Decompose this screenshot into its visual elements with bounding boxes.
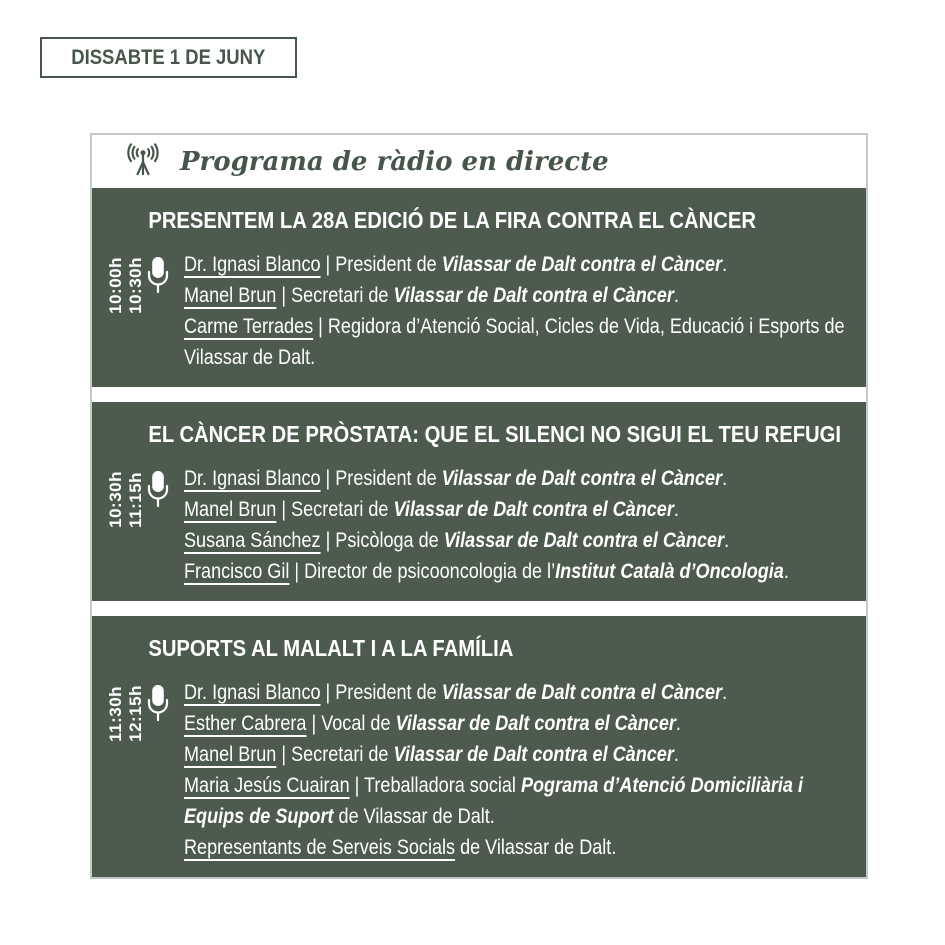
separator: | (349, 774, 365, 797)
speaker-role-suffix: . (783, 560, 789, 583)
speaker-role: Psicòloga de (335, 529, 444, 552)
session-title: PRESENTEM LA 28A EDICIÓ DE LA FIRA CONTRA EL CÀNCER (148, 207, 756, 233)
separator: | (320, 467, 336, 490)
program-title: Programa de ràdio en directe (180, 146, 609, 177)
speaker-role-suffix: . (722, 681, 728, 704)
speaker-list (184, 463, 857, 587)
separator: | (276, 743, 292, 766)
date-label: DISSABTE 1 DE JUNY (71, 45, 266, 69)
separator: | (313, 315, 328, 338)
time-end: 12:15h (126, 685, 145, 742)
speaker-organization: Vilassar de Dalt contra el Càncer (393, 743, 674, 766)
speaker-name: Manel Brun (184, 498, 277, 521)
speaker-role-suffix: . (673, 284, 679, 307)
speaker-list (184, 249, 857, 373)
speaker-name: Dr. Ignasi Blanco (184, 681, 321, 704)
time-rail (92, 677, 184, 863)
speaker-line (184, 832, 857, 863)
speaker-name: Maria Jesús Cuairan (184, 774, 350, 797)
speaker-organization: Vilassar de Dalt contra el Càncer (441, 253, 723, 276)
speaker-role: Treballadora social (364, 774, 521, 797)
speaker-name: Manel Brun (184, 284, 277, 307)
speaker-role: Secretari de (291, 743, 394, 766)
speaker-name: Francisco Gil (184, 560, 290, 583)
program-header (92, 135, 866, 188)
microphone-icon (146, 255, 170, 306)
speaker-role: President de (335, 253, 442, 276)
session-block (92, 402, 866, 601)
speaker-name: Carme Terrades (184, 315, 314, 338)
separator: | (320, 529, 336, 552)
separator: | (320, 681, 336, 704)
microphone-icon (146, 469, 170, 520)
session-times (106, 257, 146, 314)
speaker-line (184, 525, 857, 556)
speaker-role-suffix: . (722, 253, 728, 276)
speaker-line (184, 463, 857, 494)
time-end: 11:15h (126, 471, 145, 528)
speaker-organization: Vilassar de Dalt contra el Càncer (393, 498, 674, 521)
speaker-name: Esther Cabrera (184, 712, 307, 735)
speaker-line (184, 708, 857, 739)
speaker-organization: Vilassar de Dalt contra el Càncer (441, 467, 723, 490)
separator: | (276, 284, 292, 307)
speaker-organization: Pograma d’Atenció Domiciliària i Equips de Suport (184, 774, 803, 828)
speaker-role-suffix: de Vilassar de Dalt. (333, 805, 495, 828)
speaker-organization: Institut Català d’Oncologia (555, 560, 784, 583)
session-block (92, 616, 866, 877)
speaker-role: Secretari de (291, 284, 394, 307)
speaker-name: Representants de Serveis Socials (184, 836, 456, 859)
speaker-role-suffix: . (724, 529, 730, 552)
speaker-name: Dr. Ignasi Blanco (184, 467, 321, 490)
sessions (92, 188, 866, 877)
speaker-name: Manel Brun (184, 743, 277, 766)
program-card (90, 133, 868, 879)
speaker-name: Dr. Ignasi Blanco (184, 253, 321, 276)
session-title: EL CÀNCER DE PRÒSTATA: QUE EL SILENCI NO SIGUI EL TEU REFUGI (148, 421, 842, 447)
speaker-organization: Vilassar de Dalt contra el Càncer (441, 681, 723, 704)
speaker-line (184, 249, 857, 280)
session-times (106, 685, 146, 742)
session-body (92, 459, 866, 587)
speaker-line (184, 494, 857, 525)
speaker-list (184, 677, 857, 863)
session-body (92, 673, 866, 863)
date-badge (40, 37, 297, 78)
speaker-role: Vocal de (321, 712, 396, 735)
speaker-role: de Vilassar de Dalt. (455, 836, 617, 859)
time-end: 10:30h (126, 257, 145, 314)
separator: | (276, 498, 292, 521)
speaker-line (184, 311, 857, 373)
time-start: 10:00h (106, 257, 125, 314)
speaker-organization: Vilassar de Dalt contra el Càncer (443, 529, 725, 552)
speaker-role: President de (335, 467, 442, 490)
microphone-icon (146, 683, 170, 734)
speaker-role: Secretari de (291, 498, 394, 521)
speaker-line (184, 677, 857, 708)
time-rail (92, 249, 184, 373)
speaker-organization: Vilassar de Dalt contra el Càncer (395, 712, 676, 735)
time-rail (92, 463, 184, 587)
speaker-role: Director de psicooncologia de l’ (304, 560, 556, 583)
broadcast-antenna-icon (120, 142, 166, 181)
separator: | (289, 560, 305, 583)
speaker-line (184, 739, 857, 770)
time-start: 10:30h (106, 471, 125, 528)
speaker-role-suffix: . (722, 467, 728, 490)
speaker-role: Regidora d’Atenció Social, Cicles de Vida, Educació i Esports de Vilassar de Dalt. (184, 315, 845, 369)
session-body (92, 245, 866, 373)
separator: | (306, 712, 322, 735)
time-start: 11:30h (106, 685, 125, 742)
session-times (106, 471, 146, 528)
speaker-line (184, 280, 857, 311)
speaker-role: President de (335, 681, 442, 704)
speaker-name: Susana Sánchez (184, 529, 321, 552)
speaker-role-suffix: . (673, 743, 679, 766)
speaker-line (184, 556, 857, 587)
speaker-role-suffix: . (675, 712, 681, 735)
speaker-role-suffix: . (673, 498, 679, 521)
separator: | (320, 253, 336, 276)
speaker-line (184, 770, 857, 832)
speaker-organization: Vilassar de Dalt contra el Càncer (393, 284, 674, 307)
session-block (92, 188, 866, 387)
session-title: SUPORTS AL MALALT I A LA FAMÍLIA (148, 635, 514, 661)
